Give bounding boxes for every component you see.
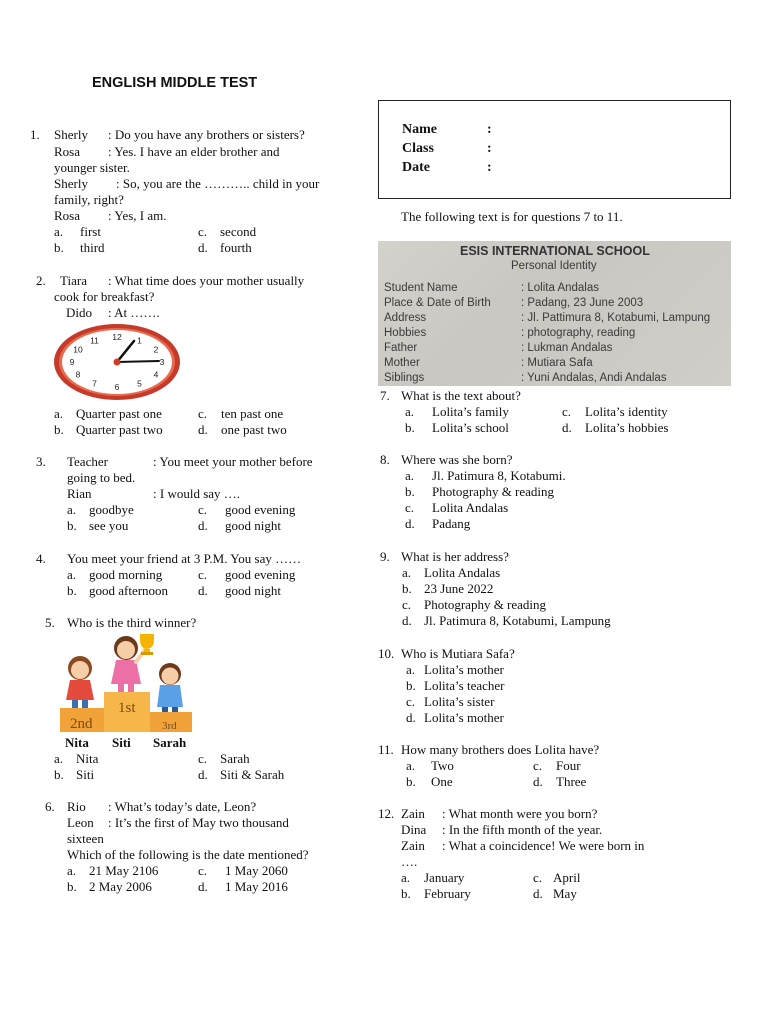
clock-numeral: 11	[90, 335, 99, 346]
option-text: 23 June 2022	[424, 581, 494, 596]
clock-illustration	[52, 322, 182, 402]
option-letter: b.	[67, 583, 77, 598]
q6-line: Which of the following is the date mentioned?	[67, 847, 309, 862]
podium-name: Siti	[112, 735, 131, 750]
clock-numeral: 2	[153, 344, 159, 355]
option-text: 1 May 2016	[225, 879, 288, 894]
card-label: Hobbies	[384, 327, 427, 339]
q2-number: 2.	[36, 273, 46, 288]
option-letter: c.	[198, 406, 208, 421]
date-colon: :	[487, 160, 492, 175]
q12-number: 12.	[378, 806, 395, 821]
option-letter: d.	[198, 767, 208, 782]
podium-illustration	[56, 630, 196, 734]
card-value: : Padang, 23 June 2003	[521, 297, 644, 309]
card-value: : Lukman Andalas	[521, 342, 613, 354]
card-value: : Jl. Pattimura 8, Kotabumi, Lampung	[521, 312, 711, 324]
q1-line: family, right?	[54, 192, 124, 207]
option-letter: a.	[406, 758, 416, 773]
name-colon: :	[487, 122, 492, 137]
q12-line: : In the fifth month of the year.	[442, 822, 603, 837]
q2-line: cook for breakfast?	[54, 289, 155, 304]
q10-text: Who is Mutiara Safa?	[401, 646, 515, 661]
option-text: Lolita’s identity	[585, 404, 668, 419]
option-text: Siti & Sarah	[220, 767, 285, 782]
option-letter: b.	[54, 240, 64, 255]
q9-text: What is her address?	[401, 549, 509, 564]
option-letter: d.	[405, 516, 415, 531]
q1-line: younger sister.	[54, 160, 130, 175]
q12-line: ….	[401, 854, 418, 869]
option-text: Quarter past two	[76, 422, 163, 437]
q4-text: You meet your friend at 3 P.M. You say ……	[67, 551, 302, 566]
option-letter: a.	[67, 502, 77, 517]
student-identity-box	[378, 100, 731, 199]
option-text: goodbye	[89, 502, 134, 517]
q9-number: 9.	[380, 549, 390, 564]
option-letter: d.	[198, 422, 208, 437]
option-text: Lolita’s school	[432, 420, 509, 435]
option-letter: d.	[402, 613, 412, 628]
card-label: Mother	[384, 357, 420, 369]
q1-speaker: Sherly	[54, 176, 88, 191]
q4-number: 4.	[36, 551, 46, 566]
option-letter: c.	[533, 870, 543, 885]
q11-text: How many brothers does Lolita have?	[401, 742, 600, 757]
card-label: Siblings	[384, 372, 425, 384]
card-value: : Lolita Andalas	[521, 282, 600, 294]
option-text: Three	[556, 774, 587, 789]
q12-speaker: Dina	[401, 822, 427, 837]
option-letter: b.	[67, 518, 77, 533]
podium-name: Sarah	[153, 735, 187, 750]
clock-numeral: 9	[69, 357, 75, 367]
option-text: Sarah	[220, 751, 250, 766]
option-letter: d.	[533, 774, 543, 789]
option-text: Padang	[432, 516, 471, 531]
option-text: Nita	[76, 751, 99, 766]
id-card-photo	[378, 241, 731, 386]
option-text: Lolita’s family	[432, 404, 509, 419]
option-text: good evening	[225, 502, 296, 517]
clock-numeral: 7	[92, 378, 97, 389]
option-letter: d.	[198, 518, 208, 533]
clock-numeral: 6	[114, 382, 120, 392]
q1-line: : Yes. I have an elder brother and	[108, 144, 280, 159]
q1-line: : So, you are the ……….. child in your	[116, 176, 320, 191]
option-letter: c.	[198, 224, 208, 239]
q5-number: 5.	[45, 615, 55, 630]
q6-number: 6.	[45, 799, 55, 814]
q12-line: : What month were you born?	[442, 806, 598, 821]
option-letter: d.	[198, 583, 208, 598]
q1-line: : Yes, I am.	[108, 208, 167, 223]
option-text: February	[424, 886, 471, 901]
q1-line: : Do you have any brothers or sisters?	[108, 127, 305, 142]
option-letter: a.	[54, 224, 64, 239]
option-text: Photography & reading	[424, 597, 547, 612]
option-letter: d.	[406, 710, 416, 725]
option-text: January	[424, 870, 465, 885]
q6-speaker: Rio	[67, 799, 86, 814]
class-label: Class	[402, 141, 434, 156]
date-label: Date	[402, 160, 430, 175]
q7-text: What is the text about?	[401, 388, 521, 403]
option-text: One	[431, 774, 453, 789]
option-text: third	[80, 240, 105, 255]
clock-numeral: 10	[73, 344, 83, 355]
option-text: Photography & reading	[432, 484, 555, 499]
option-letter: d.	[562, 420, 572, 435]
card-label: Address	[384, 312, 427, 324]
option-letter: c.	[562, 404, 572, 419]
q3-line: : You meet your mother before	[153, 454, 313, 469]
option-text: good evening	[225, 567, 296, 582]
class-colon: :	[487, 141, 492, 156]
option-letter: a.	[405, 404, 415, 419]
q2-line: : What time does your mother usually	[108, 273, 305, 288]
q3-number: 3.	[36, 454, 46, 469]
option-letter: c.	[406, 694, 416, 709]
clock-numeral: 12	[112, 332, 122, 342]
q12-speaker: Zain	[401, 806, 425, 821]
option-letter: d.	[198, 240, 208, 255]
option-letter: a.	[405, 468, 415, 483]
q12-line: : What a coincidence! We were born in	[442, 838, 645, 853]
option-letter: c.	[533, 758, 543, 773]
q1-speaker: Sherly	[54, 127, 88, 142]
card-label: Place & Date of Birth	[384, 297, 491, 309]
option-text: Lolita Andalas	[432, 500, 509, 515]
q6-line: : It’s the first of May two thousand	[108, 815, 289, 830]
q11-number: 11.	[378, 742, 394, 757]
q2-speaker: Tiara	[60, 273, 87, 288]
option-letter: a.	[67, 863, 77, 878]
school-name: ESIS INTERNATIONAL SCHOOL	[460, 244, 650, 258]
option-text: 2 May 2006	[89, 879, 152, 894]
option-letter: c.	[402, 597, 412, 612]
option-letter: c.	[198, 567, 208, 582]
card-value: : Yuni Andalas, Andi Andalas	[521, 372, 667, 384]
option-letter: a.	[402, 565, 412, 580]
option-text: see you	[89, 518, 129, 533]
q12-speaker: Zain	[401, 838, 425, 853]
clock-minute-hand	[117, 361, 159, 362]
option-text: good night	[225, 583, 281, 598]
option-letter: b.	[67, 879, 77, 894]
q6-line: : What’s today’s date, Leon?	[108, 799, 257, 814]
clock-numeral: 4	[153, 369, 159, 380]
option-text: 1 May 2060	[225, 863, 288, 878]
option-text: April	[553, 870, 581, 885]
option-text: Lolita Andalas	[424, 565, 501, 580]
option-letter: a.	[54, 751, 64, 766]
q6-speaker: Leon	[67, 815, 94, 830]
option-text: Quarter past one	[76, 406, 162, 421]
third-place-child	[157, 663, 183, 712]
card-label: Student Name	[384, 282, 458, 294]
option-text: good morning	[89, 567, 163, 582]
card-value: : photography, reading	[521, 327, 636, 339]
q2-speaker: Dido	[66, 305, 92, 320]
podium-second-label: 2nd	[70, 716, 93, 732]
option-letter: a.	[401, 870, 411, 885]
q8-number: 8.	[380, 452, 390, 467]
clock-numeral: 8	[75, 369, 81, 380]
option-letter: d.	[198, 879, 208, 894]
option-letter: a.	[406, 662, 416, 677]
q3-speaker: Rian	[67, 486, 92, 501]
option-letter: b.	[401, 886, 411, 901]
option-text: fourth	[220, 240, 252, 255]
q1-speaker: Rosa	[54, 208, 80, 223]
q7-number: 7.	[380, 388, 390, 403]
option-text: Lolita’s hobbies	[585, 420, 669, 435]
option-letter: b.	[402, 581, 412, 596]
card-subtitle: Personal Identity	[511, 260, 597, 272]
option-letter: a.	[67, 567, 77, 582]
option-letter: b.	[405, 420, 415, 435]
option-text: good afternoon	[89, 583, 169, 598]
podium-first-label: 1st	[118, 700, 136, 716]
q3-line: : I would say ….	[153, 486, 241, 501]
option-letter: b.	[54, 767, 64, 782]
option-text: Jl. Patimura 8, Kotabumi.	[432, 468, 566, 483]
option-text: ten past one	[221, 406, 284, 421]
q6-line: sixteen	[67, 831, 104, 846]
option-text: Lolita’s mother	[424, 710, 504, 725]
podium-third-label: 3rd	[162, 720, 177, 732]
option-letter: c.	[405, 500, 415, 515]
option-text: Lolita’s teacher	[424, 678, 505, 693]
option-text: Two	[431, 758, 454, 773]
option-letter: b.	[405, 484, 415, 499]
clock-numeral: 3	[159, 357, 165, 367]
option-text: Lolita’s sister	[424, 694, 495, 709]
option-text: 21 May 2106	[89, 863, 159, 878]
q10-number: 10.	[378, 646, 395, 661]
option-text: good night	[225, 518, 281, 533]
clock-numeral: 5	[137, 378, 142, 389]
option-letter: d.	[533, 886, 543, 901]
q1-speaker: Rosa	[54, 144, 80, 159]
q2-line: : At …….	[108, 305, 160, 320]
option-text: Siti	[76, 767, 95, 782]
option-letter: a.	[54, 406, 64, 421]
option-letter: c.	[198, 502, 208, 517]
option-letter: c.	[198, 863, 208, 878]
option-text: second	[220, 224, 257, 239]
reading-intro: The following text is for questions 7 to 11.	[401, 209, 623, 224]
podium-name: Nita	[65, 735, 89, 750]
card-label: Father	[384, 342, 418, 354]
option-text: May	[553, 886, 577, 901]
option-text: Jl. Patimura 8, Kotabumi, Lampung	[424, 613, 611, 628]
option-text: Four	[556, 758, 581, 773]
option-text: Lolita’s mother	[424, 662, 504, 677]
q8-text: Where was she born?	[401, 452, 513, 467]
option-letter: c.	[198, 751, 208, 766]
q1-number: 1.	[30, 127, 40, 142]
second-place-child	[66, 656, 94, 708]
q5-text: Who is the third winner?	[67, 615, 197, 630]
q3-line: going to bed.	[67, 470, 136, 485]
clock-numeral: 1	[137, 335, 142, 346]
clock-center	[114, 359, 121, 366]
option-text: one past two	[221, 422, 287, 437]
option-text: first	[80, 224, 101, 239]
name-label: Name	[402, 122, 437, 137]
option-letter: b.	[406, 774, 416, 789]
option-letter: b.	[406, 678, 416, 693]
q3-speaker: Teacher	[67, 454, 108, 469]
card-value: : Mutiara Safa	[521, 357, 593, 369]
test-title: ENGLISH MIDDLE TEST	[92, 75, 258, 91]
option-letter: b.	[54, 422, 64, 437]
